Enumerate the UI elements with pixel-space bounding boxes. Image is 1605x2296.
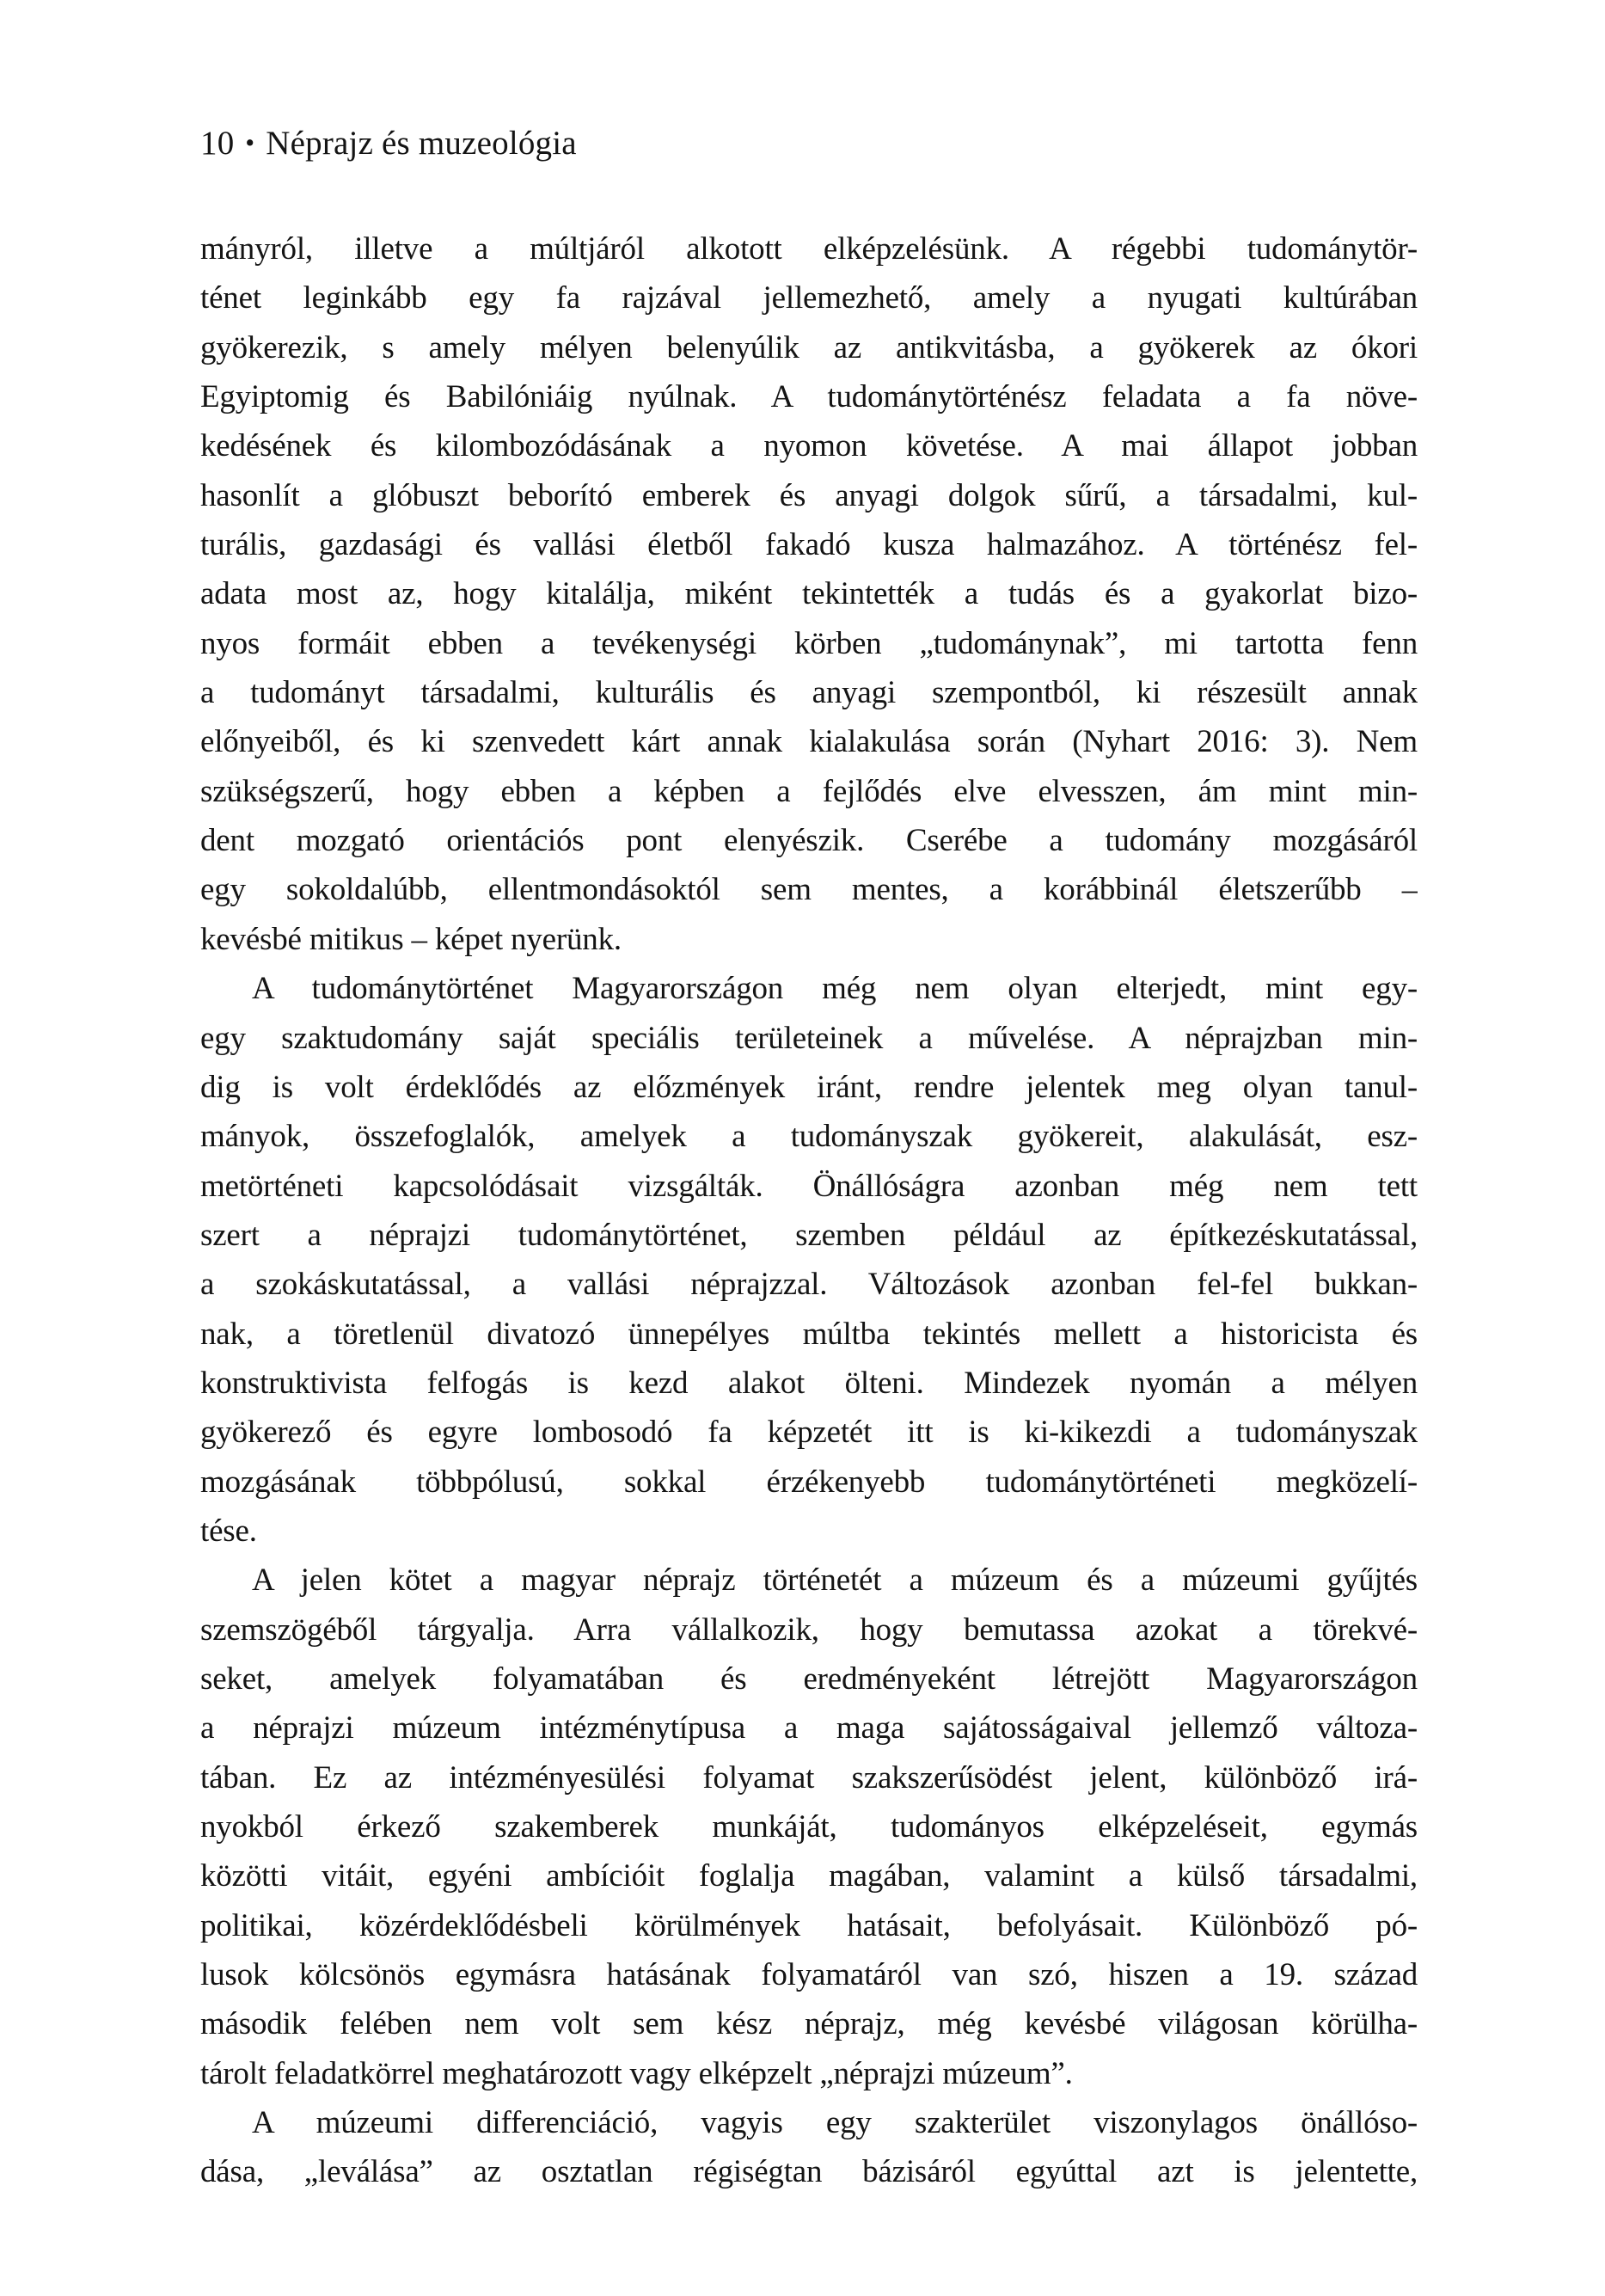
text-line: konstruktivista felfogás is kezd alakot ölteni. Mindezek nyomán a mélyen bbox=[200, 1365, 1418, 1401]
text-line: mozgásának többpólusú, sokkal érzékenyebb tudománytörténeti megközelí- bbox=[200, 1464, 1418, 1500]
text-line: dása, „leválása” az osztatlan régiségtan bázisáról egyúttal azt is jelentette, bbox=[200, 2154, 1418, 2190]
text-line: a szokáskutatással, a vallási néprajzzal. Változások azonban fel-fel bukkan- bbox=[200, 1267, 1418, 1303]
text-line: politikai, közérdeklődésbeli körülmények hatásait, befolyásait. Különböző pó- bbox=[200, 1907, 1418, 1943]
text-line: dent mozgató orientációs pont elenyészik. Cserébe a tudomány mozgásáról bbox=[200, 823, 1418, 859]
text-line: egy szaktudomány saját speciális területeinek a művelése. A néprajzban min- bbox=[200, 1020, 1418, 1056]
text-line: metörténeti kapcsolódásait vizsgálták. Önállóságra azonban még nem tett bbox=[200, 1168, 1418, 1204]
page-header bbox=[200, 119, 1418, 170]
running-title: Néprajz és muzeológia bbox=[266, 125, 577, 162]
text-line: A jelen kötet a magyar néprajz történetét a múzeum és a múzeumi gyűjtés bbox=[252, 1562, 1418, 1599]
text-line: A tudománytörténet Magyarországon még nem olyan elterjedt, mint egy- bbox=[252, 971, 1418, 1007]
text-line: A múzeumi differenciáció, vagyis egy szakterület viszonylagos önállóso- bbox=[252, 2105, 1418, 2141]
text-line: szükségszerű, hogy ebben a képben a fejlődés elve elvesszen, ám mint min- bbox=[200, 773, 1418, 809]
text-line: gyökerező és egyre lombosodó fa képzetét itt is ki-kikezdi a tudományszak bbox=[200, 1415, 1418, 1451]
text-line: szert a néprajzi tudománytörténet, szemben például az építkezéskutatással, bbox=[200, 1217, 1418, 1253]
text-line: nyos formáit ebben a tevékenységi körben „tudománynak”, mi tartotta fenn bbox=[200, 625, 1418, 661]
paragraph bbox=[200, 964, 1418, 1556]
text-line: mányról, illetve a múltjáról alkotott elképzelésünk. A régebbi tudománytör- bbox=[200, 231, 1418, 267]
text-line: adata most az, hogy kitalálja, miként tekintették a tudás és a gyakorlat bizo- bbox=[200, 576, 1418, 612]
text-line: a tudományt társadalmi, kulturális és anyagi szempontból, ki részesült annak bbox=[200, 675, 1418, 711]
text-line: szemszögéből tárgyalja. Arra vállalkozik, hogy bemutassa azokat a törekvé- bbox=[200, 1611, 1418, 1648]
paragraph bbox=[200, 1556, 1418, 2098]
text-line: seket, amelyek folyamatában és eredményeként létrejött Magyarországon bbox=[200, 1661, 1418, 1697]
text-line: közötti vitáit, egyéni ambícióit foglalja magában, valamint a külső társadalmi, bbox=[200, 1858, 1418, 1894]
text-line: második felében nem volt sem kész néprajz, még kevésbé világosan körülha- bbox=[200, 2006, 1418, 2042]
separator-bullet: • bbox=[245, 128, 255, 157]
text-line: mányok, összefoglalók, amelyek a tudományszak gyökereit, alakulását, esz- bbox=[200, 1119, 1418, 1155]
text-line: gyökerezik, s amely mélyen belenyúlik az antikvitásba, a gyökerek az ókori bbox=[200, 329, 1418, 365]
text-line: kedésének és kilombozódásának a nyomon követése. A mai állapot jobban bbox=[200, 428, 1418, 464]
page-body bbox=[200, 224, 1418, 2197]
text-line: nyokból érkező szakemberek munkáját, tudományos elképzeléseit, egymás bbox=[200, 1809, 1418, 1845]
text-line: ténet leginkább egy fa rajzával jellemezhető, amely a nyugati kultúrában bbox=[200, 280, 1418, 316]
text-line: lusok kölcsönös egymásra hatásának folyamatáról van szó, hiszen a 19. század bbox=[200, 1957, 1418, 1993]
text-line: nak, a töretlenül divatozó ünnepélyes múltba tekintés mellett a historicista és bbox=[200, 1316, 1418, 1352]
text-line: a néprajzi múzeum intézménytípusa a maga sajátosságaival jellemző változa- bbox=[200, 1710, 1418, 1747]
paragraph bbox=[200, 224, 1418, 964]
text-line: turális, gazdasági és vallási életből fakadó kusza halmazához. A történész fel- bbox=[200, 527, 1418, 563]
paragraph bbox=[200, 2098, 1418, 2197]
text-line: dig is volt érdeklődés az előzmények iránt, rendre jelentek meg olyan tanul- bbox=[200, 1069, 1418, 1105]
text-line: előnyeiből, és ki szenvedett kárt annak kialakulása során (Nyhart 2016: 3). Nem bbox=[200, 724, 1418, 760]
text-line: tában. Ez az intézményesülési folyamat szakszerűsödést jelent, különböző irá- bbox=[200, 1759, 1418, 1796]
page-number: 10 bbox=[200, 125, 235, 162]
text-line: egy sokoldalúbb, ellentmondásoktól sem mentes, a korábbinál életszerűbb – bbox=[200, 872, 1418, 908]
text-line: hasonlít a glóbuszt beborító emberek és anyagi dolgok sűrű, a társadalmi, kul- bbox=[200, 477, 1418, 513]
text-line: tárolt feladatkörrel meghatározott vagy elképzelt „néprajzi múzeum”. bbox=[200, 2055, 1073, 2091]
text-line: kevésbé mitikus – képet nyerünk. bbox=[200, 921, 622, 957]
text-line: tése. bbox=[200, 1513, 257, 1549]
text-line: Egyiptomig és Babilóniáig nyúlnak. A tudománytörténész feladata a fa növe- bbox=[200, 379, 1418, 415]
